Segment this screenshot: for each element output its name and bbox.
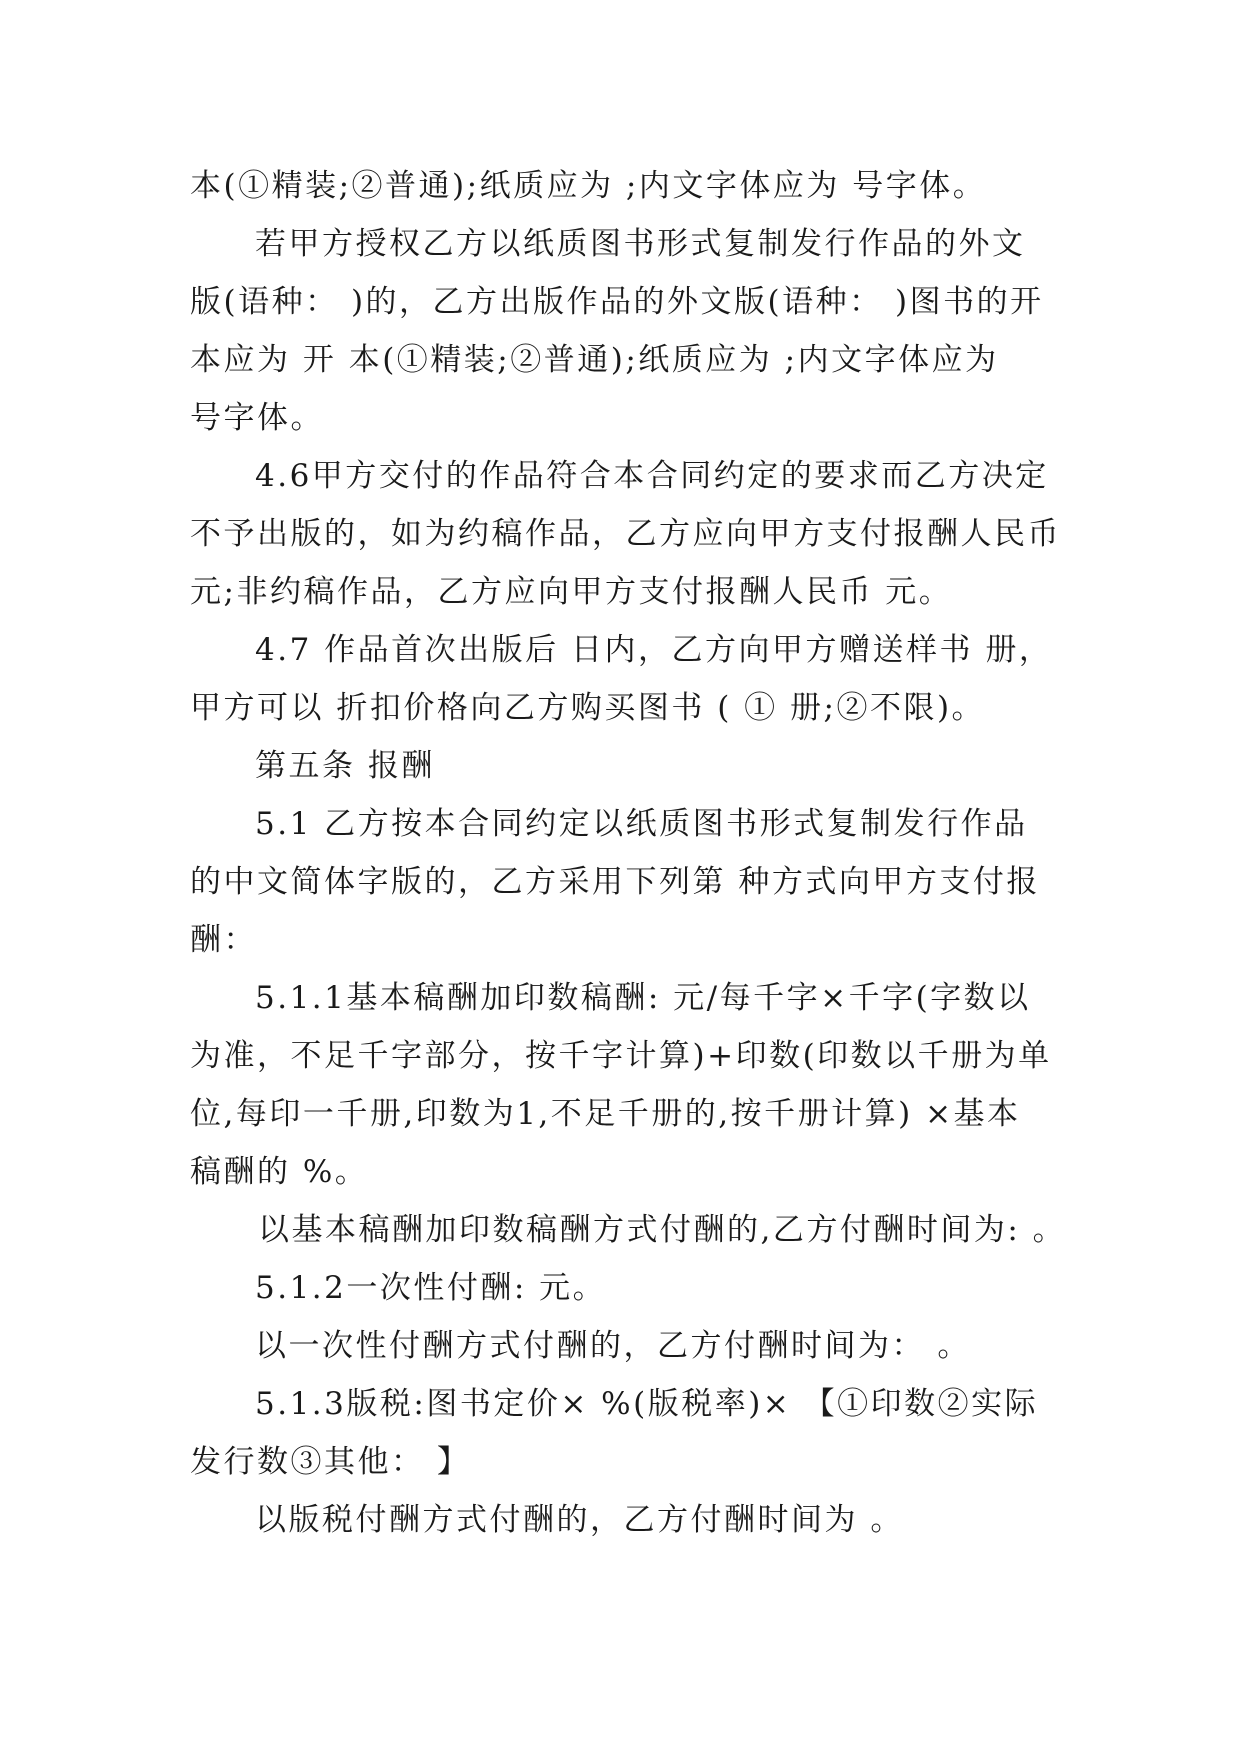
clause-5-1-1: 5.1.1基本稿酬加印数稿酬: 元/每千字×千字(字数以 — [255, 980, 1031, 1016]
clause-5-1-1-end: 稿酬的 %。 — [190, 1154, 369, 1190]
clause-5-1-1-continued: 为准，不足千字部分，按千字计算)+印数(印数以千册为单 — [190, 1038, 1052, 1074]
clause-4-7: 4.7 作品首次出版后 日内，乙方向甲方赠送样书 册， — [255, 632, 1053, 668]
text-line-binding-paper-font: 本(①精装;②普通);纸质应为 ;内文字体应为 号字体。 — [190, 168, 987, 204]
text-line-foreign-edition-intro: 若甲方授权乙方以纸质图书形式复制发行作品的外文 — [255, 226, 1026, 262]
clause-5-1-3-continued: 发行数③其他： 】 — [190, 1444, 471, 1480]
clause-5-1-continued: 的中文简体字版的，乙方采用下列第 种方式向甲方支付报 — [190, 864, 1040, 900]
clause-4-6-continued: 不予出版的，如为约稿作品，乙方应向甲方支付报酬人民币 — [190, 516, 1061, 552]
clause-5-1-3-payment-time: 以版税付酬方式付酬的，乙方付酬时间为 。 — [255, 1502, 904, 1538]
clause-4-6: 4.6甲方交付的作品符合本合同约定的要求而乙方决定 — [255, 458, 1049, 494]
clause-5-1-3: 5.1.3版税:图书定价× %(版税率)× 【①印数②实际 — [255, 1386, 1039, 1422]
text-line-foreign-edition-language: 版(语种： )的，乙方出版作品的外文版(语种： )图书的开 — [190, 284, 1044, 320]
clause-5-1-1-continued-2: 位,每印一千册,印数为1,不足千册的,按千册计算) ×基本 — [190, 1096, 1021, 1132]
text-line-font-size: 号字体。 — [190, 400, 324, 436]
clause-5-1-1-payment-time: 以基本稿酬加印数稿酬方式付酬的,乙方付酬时间为: 。 — [258, 1212, 1067, 1248]
clause-5-1-2-payment-time: 以一次性付酬方式付酬的，乙方付酬时间为： 。 — [255, 1328, 971, 1364]
article-5-heading: 第五条 报酬 — [255, 748, 435, 784]
clause-5-1-2: 5.1.2一次性付酬: 元。 — [255, 1270, 607, 1306]
clause-4-6-end: 元;非约稿作品，乙方应向甲方支付报酬人民币 元。 — [190, 574, 953, 610]
text-line-foreign-edition-format: 本应为 开 本(①精装;②普通);纸质应为 ;内文字体应为 — [190, 342, 999, 378]
clause-4-7-end: 甲方可以 折扣价格向乙方购买图书 ( ① 册;②不限)。 — [190, 690, 986, 726]
clause-5-1-end: 酬： — [190, 922, 257, 958]
clause-5-1: 5.1 乙方按本合同约定以纸质图书形式复制发行作品 — [255, 806, 1028, 842]
